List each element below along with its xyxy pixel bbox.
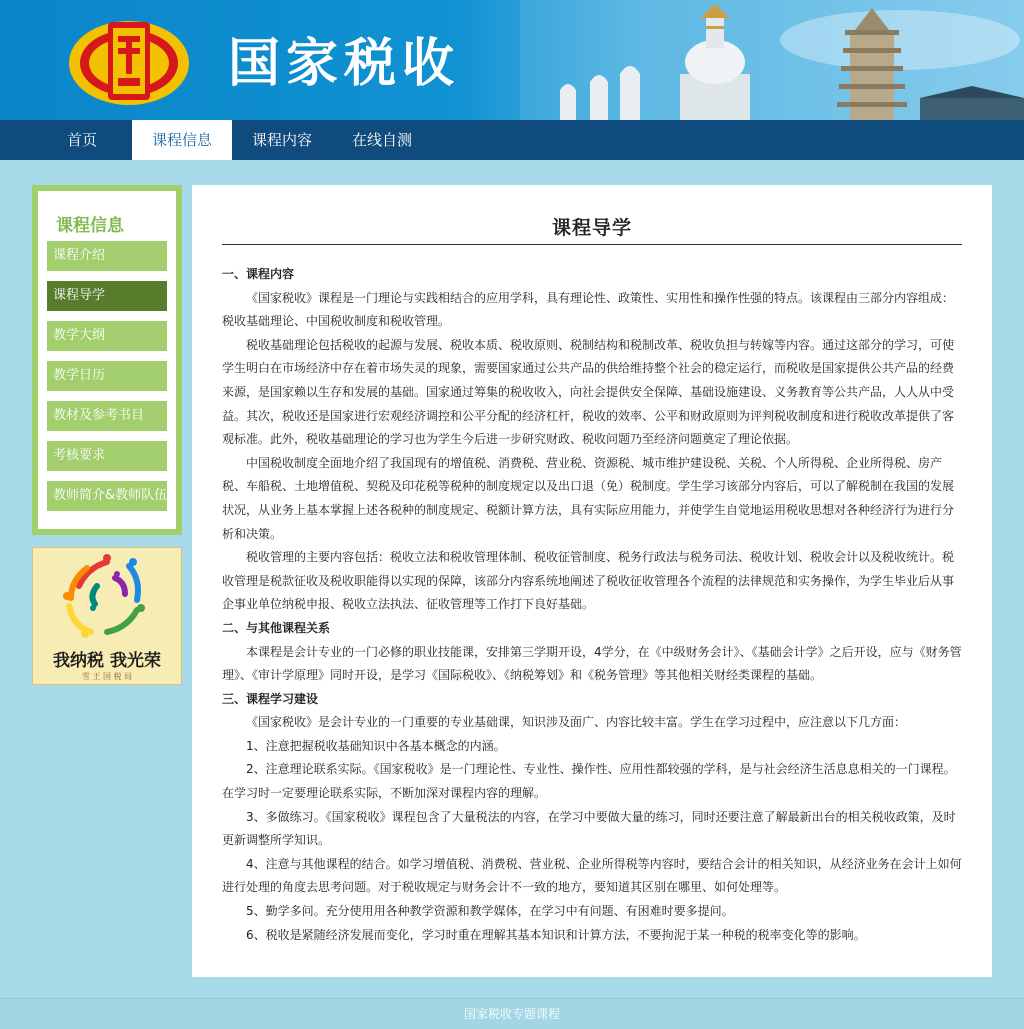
nav-online-test[interactable]: 在线自测	[351, 131, 412, 149]
title-divider	[222, 244, 962, 245]
paragraph: 2、注意理论联系实际。《国家税收》是一门理论性、专业性、操作性、应用性都较强的学科，是与社会经济生活息息相关的一门课程。在学习时一定要理论联系实际，不断加深对课程内容的理解。	[222, 762, 956, 801]
sidebar-item-syllabus[interactable]: 教学大纲	[47, 321, 167, 351]
nav-course-info[interactable]: 课程信息	[132, 120, 232, 160]
tax-emblem-icon	[66, 16, 192, 108]
nav-course-content[interactable]: 课程内容	[251, 131, 312, 149]
sidebar-item-textbooks[interactable]: 教材及参考书目	[47, 401, 167, 431]
sidebar-item-assessment[interactable]: 考核要求	[47, 441, 167, 471]
paragraph: 税收管理的主要内容包括：税收立法和税收管理体制、税收征管制度、税务行政法与税务司法、税收计划、税收会计以及税收统计。税收管理是税款征收及税收职能得以实现的保障，该部分内容系统地阐述了税收征收管理各个流程的法律规范和实务操作，为学生毕业后从事企事业单位纳税申报、税收立法执法、征收管理等工作打下良好基础。	[222, 550, 955, 612]
paragraph: 《国家税收》是会计专业的一门重要的专业基础课，知识涉及面广、内容比较丰富。学生在学习过程中，应注意以下几方面：	[246, 715, 907, 730]
paragraph: 税收基础理论包括税收的起源与发展、税收本质、税收原则、税制结构和税制改革、税收负担与转嫁等内容。通过这部分的学习，可使学生明白在市场经济中存在着市场失灵的现象，需要国家通过公共产品的供给维持整个社会的稳定运行，而税收是国家提供公共产品的经费来源，是国家赖以生存和发展的基础。国家通过筹集的税收收入，向社会提供安全保障、基础设施建设、义务教育等公共产品，人人从中受益。其次，税收还是国家进行宏观经济调控和公平分配的经济杠杆，税收的效率、公平和财政原则为评判税收制度和进行税收改革提供了客观标准。此外，税收基础理论的学习也为学生今后进一步研究财政、税收问题乃至经济问题奠定了理论依据。	[222, 337, 955, 447]
sidebar	[32, 185, 182, 535]
main-nav	[0, 120, 1024, 160]
sidebar-item-calendar[interactable]: 教学日历	[47, 361, 167, 391]
dancing-figures-icon	[33, 548, 181, 644]
nav-home[interactable]: 首页	[66, 131, 97, 149]
paragraph: 中国税收制度全面地介绍了我国现有的增值税、消费税、营业税、资源税、城市维护建设税、关税、个人所得税、企业所得税、房产税、车船税、土地增值税、契税及印花税等税种的制度规定以及出口退（免）税制度。学生学习该部分内容后，可以了解税制在我国的发展状况，从业务上基本掌握上述各税种的制度规定、税额计算方法，具有实际应用能力，并使学生自觉地运用税收思想对各种经济行为进行分析和决策。	[222, 455, 955, 541]
pagoda-scenery-image	[520, 0, 1024, 120]
site-footer: 国家税收专题课程	[0, 998, 1024, 1029]
sidebar-item-teachers[interactable]: 教师简介&教师队伍	[47, 481, 167, 511]
sidebar-item-course-guide[interactable]: 课程导学	[47, 281, 167, 311]
banner-slogan: 我纳税 我光荣	[53, 651, 161, 671]
section-heading: 三、课程学习建设	[222, 691, 319, 706]
paragraph: 1、注意把握税收基础知识中各基本概念的内涵。	[246, 738, 506, 753]
banner-subtitle: 雪 王 国 税 局	[81, 672, 133, 681]
paragraph: 5、勤学多问。充分使用用各种教学资源和教学媒体，在学习中有问题、有困难时要多提问。	[246, 904, 734, 919]
site-header	[0, 0, 1024, 120]
section-heading: 一、课程内容	[222, 267, 295, 281]
paragraph: 本课程是会计专业的一门必修的职业技能课，安排第三学期开设，4学分，在《中级财务会计》、《基础会计学》之后开设，应与《财务管理》、《审计学原理》同时开设，是学习《国际税收》、《纳税筹划》和《税务管理》等其他相关财经类课程的基础。	[222, 644, 962, 683]
sidebar-panel	[38, 191, 176, 529]
page-title: 课程导学	[551, 217, 632, 239]
paragraph: 《国家税收》课程是一门理论与实践相结合的应用学科，具有理论性、政策性、实用性和操作性强的特点。该课程由三部分内容组成：税收基础理论、中国税收制度和税收管理。	[222, 290, 955, 329]
paragraph: 6、税收是紧随经济发展而变化，学习时重在理解其基本知识和计算方法，不要拘泥于某一种税的税率变化等的影响。	[246, 927, 866, 942]
main-content	[192, 185, 992, 977]
sidebar-item-course-intro[interactable]: 课程介绍	[47, 241, 167, 271]
site-title: 国家税收	[228, 34, 461, 94]
sidebar-title: 课程信息	[56, 216, 124, 236]
section-heading: 二、与其他课程关系	[222, 620, 331, 635]
article-body	[222, 263, 964, 947]
paragraph: 4、注意与其他课程的结合。如学习增值税、消费税、营业税、企业所得税等内容时，要结合会计的相关知识，从经济业务在会计上如何进行处理的角度去思考问题。对于税收规定与财务会计不一致的地方，要知道其区别在哪里、如何处理等。	[222, 856, 962, 895]
tax-slogan-banner[interactable]	[32, 547, 182, 685]
paragraph: 3、多做练习。《国家税收》课程包含了大量税法的内容，在学习中要做大量的练习，同时还要注意了解最新出台的相关税收政策，及时更新调整所学知识。	[222, 809, 956, 848]
